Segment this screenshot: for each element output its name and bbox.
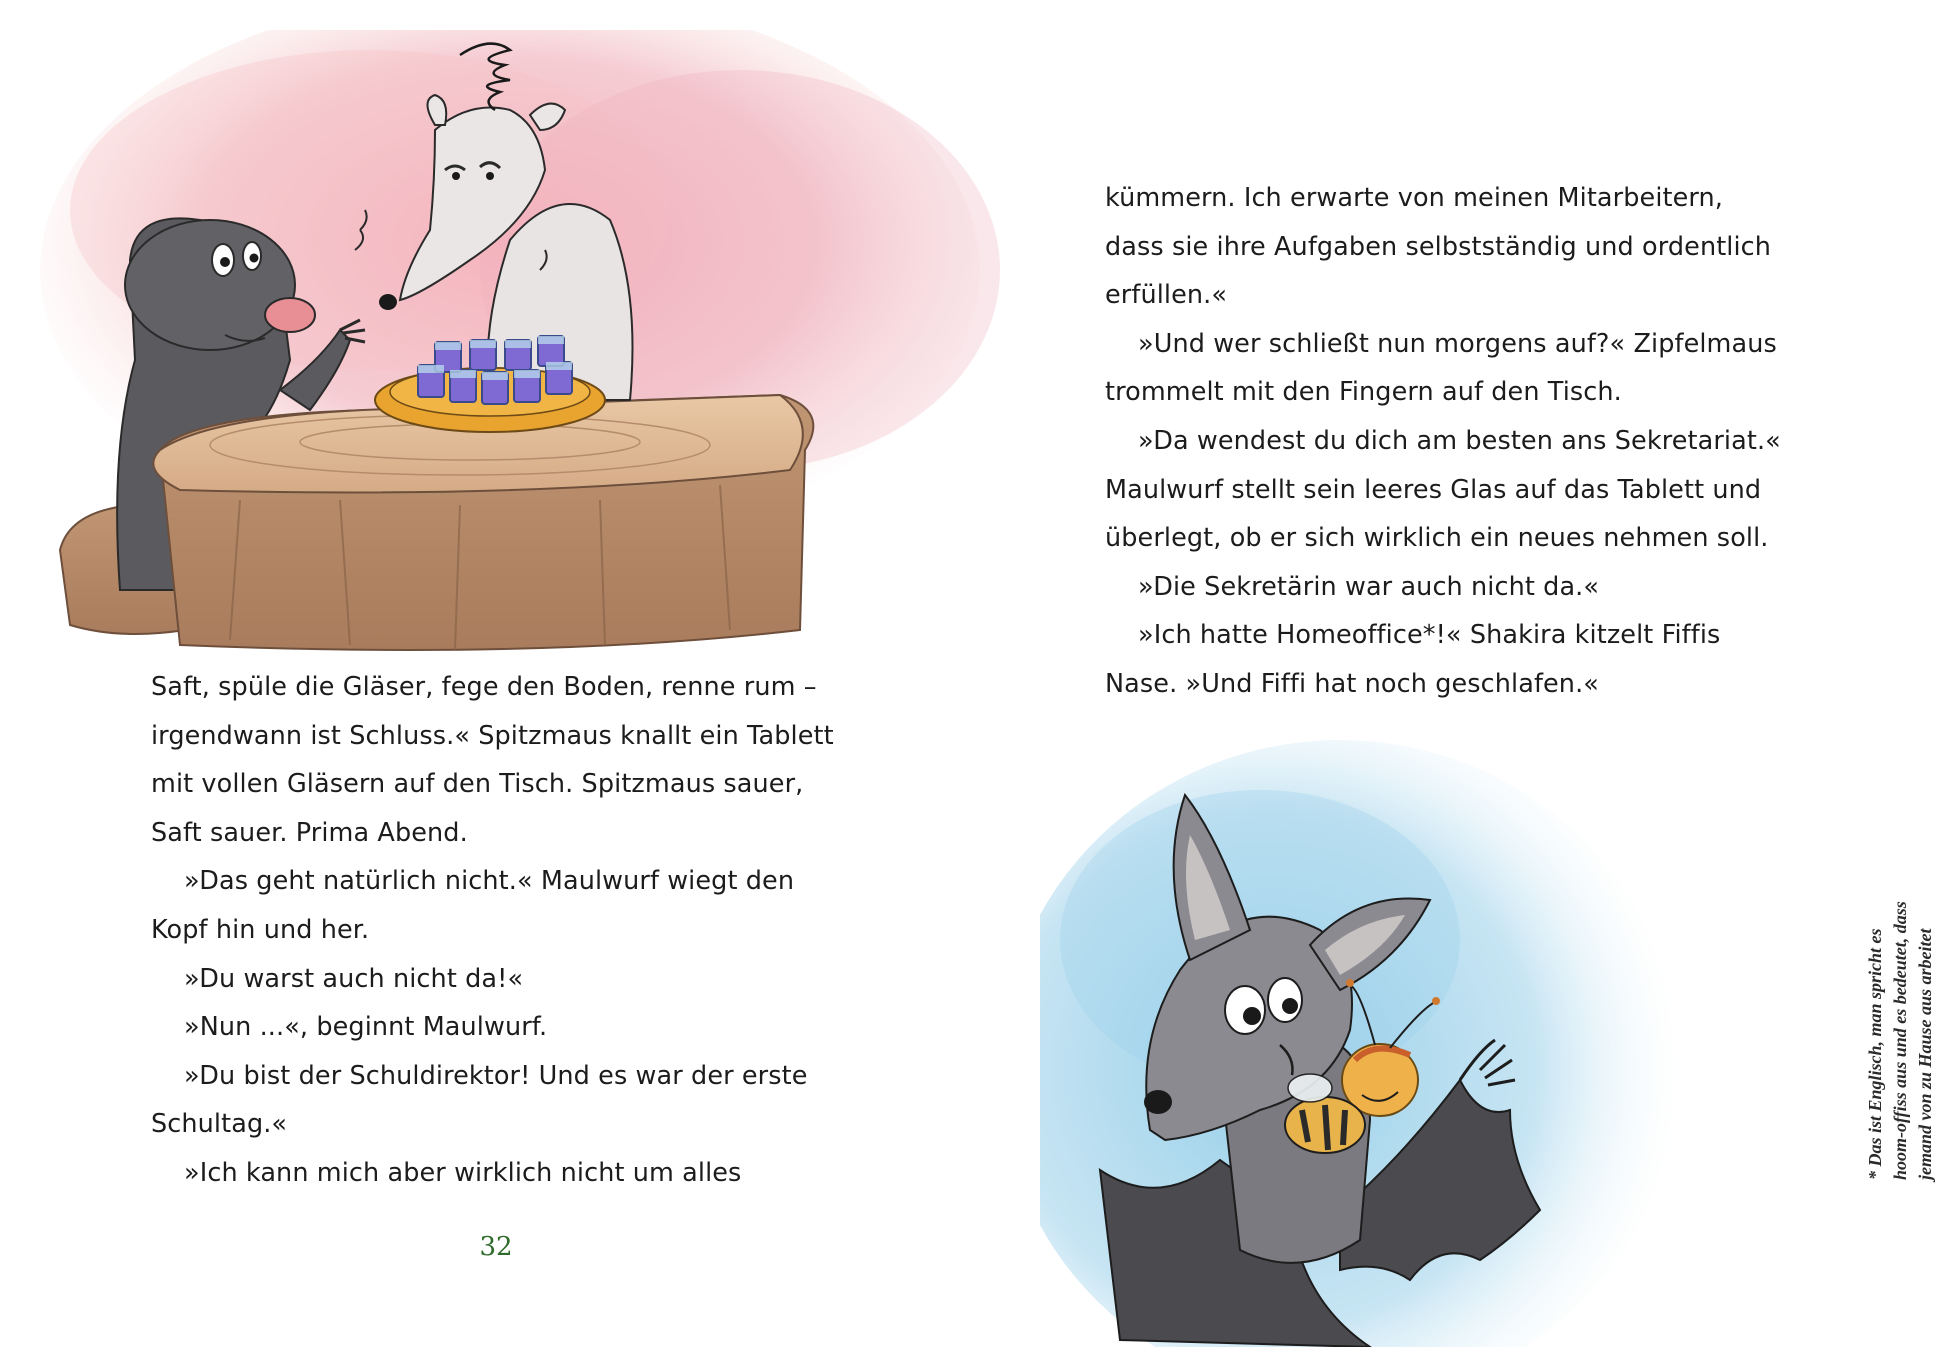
right-page-text (1105, 174, 1825, 709)
text-line: »Du warst auch nicht da!« (184, 963, 524, 994)
page-number: 32 (479, 1232, 513, 1262)
text-line: »Das geht natürlich nicht.« Maulwurf wiegt den (184, 866, 795, 897)
text-line: »Die Sekretärin war auch nicht da.« (1138, 571, 1600, 602)
text-line: »Du bist der Schuldirektor! Und es war der erste (184, 1060, 808, 1091)
text-line: Maulwurf stellt sein leeres Glas auf das Tablett und (1105, 474, 1762, 505)
footnote-line: jemand von zu Hause aus arbeitet (1915, 928, 1935, 1180)
text-line: kümmern. Ich erwarte von meinen Mitarbeitern, (1105, 183, 1723, 213)
left-page-text (151, 663, 891, 1198)
text-line: Schultag.« (151, 1109, 288, 1140)
text-line: dass sie ihre Aufgaben selbstständig und ordentlich (1105, 231, 1772, 262)
text-line: Nase. »Und Fiffi hat noch geschlafen.« (1105, 668, 1599, 699)
text-line: irgendwann ist Schluss.« Spitzmaus knallt ein Tablett (151, 720, 834, 751)
text-line: trommelt mit den Fingern auf den Tisch. (1105, 377, 1622, 408)
text-line: »Da wendest du dich am besten ans Sekretariat.« (1138, 425, 1781, 456)
footnote-line: * Das ist Englisch, man spricht es (1865, 928, 1885, 1180)
text-line: Saft, spüle die Gläser, fege den Boden, renne rum – (151, 672, 817, 702)
footnote (1863, 901, 1938, 1180)
text-line: mit vollen Gläsern auf den Tisch. Spitzmaus sauer, (151, 769, 804, 800)
footnote-line: hoom-offiss aus und es bedeutet, dass (1890, 901, 1910, 1180)
text-line: »Nun ...«, beginnt Maulwurf. (184, 1012, 548, 1043)
text-line: erfüllen.« (1105, 280, 1228, 311)
text-line: »Ich kann mich aber wirklich nicht um alles (184, 1157, 742, 1188)
text-line: Saft sauer. Prima Abend. (151, 817, 468, 848)
text-line: »Ich hatte Homeoffice*!« Shakira kitzelt Fiffis (1138, 620, 1721, 651)
text-line: »Und wer schließt nun morgens auf?« Zipfelmaus (1138, 328, 1777, 359)
mole-shrew-illustration (40, 30, 1020, 670)
bat-bee-illustration (1040, 740, 1800, 1347)
text-line: Kopf hin und her. (151, 914, 370, 945)
text-line: überlegt, ob er sich wirklich ein neues nehmen soll. (1105, 523, 1769, 554)
